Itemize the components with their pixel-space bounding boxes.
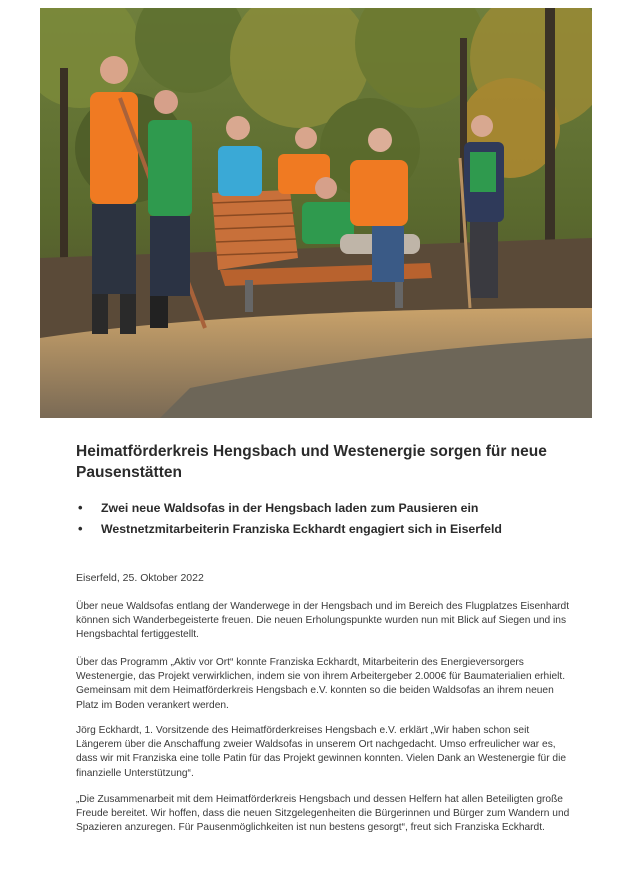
paragraph-intro: Über neue Waldsofas entlang der Wanderwege in der Hengsbach und im Bereich des Flugplatzes Eisenhardt können sich Wanderbegeisterte freuen. Die neuen Erholungspunkte wurden nun mit Blick auf Siegen und ins Hengsbachtal fertiggestellt. bbox=[76, 601, 570, 641]
highlight-item: • Westnetzmitarbeiterin Franziska Eckhardt engagiert sich in Eiserfeld bbox=[76, 519, 576, 540]
highlight-item: • Zwei neue Waldsofas in der Hengsbach laden zum Pausieren ein bbox=[76, 498, 576, 519]
paragraph-quote-franziska: „Die Zusammenarbeit mit dem Heimatförderkreis Hengsbach und dessen Helfern hat allen Beteiligten große Freude bereitet. Wir hoffen, dass die neuen Sitzgelegenheiten die Bürgerinnen und Bürger zum Wandern und Spazieren anzuregen. Für Pausenmöglichkeiten ist nun bestens gesorgt“, freut sich Franziska Eckhardt. bbox=[76, 794, 570, 834]
paragraph-quote-joerg: Jörg Eckhardt, 1. Vorsitzende des Heimatförderkreises Hengsbach e.V. erklärt „Wir haben schon seit Längerem über die Anschaffung zweier Waldsofas in unserem Ort nachgedacht. Umso erfreulicher war es, dass wir mit Franziska eine tolle Patin für das Projekt gewinnen konnten. Vielen Dank an Westenergie für die finanzielle Unterstützung“. bbox=[76, 725, 567, 779]
dateline: Eiserfeld, 25. Oktober 2022 bbox=[76, 572, 204, 584]
group-photo-illustration bbox=[40, 8, 592, 418]
paragraph-program: Über das Programm „Aktiv vor Ort“ konnte Franziska Eckhardt, Mitarbeiterin des Energieversorgers Westenergie, das Projekt verwirklichen, indem sie von ihrem Arbeitergeber 2.000€ für Baumaterialien erhielt. Gemeinsam mit dem Heimatförderkreis Hengsbach e.V. konnten so die beiden Waldsofas an ihrem neuen Platz im Boden verankert werden. bbox=[76, 657, 566, 711]
article-highlights bbox=[76, 498, 576, 539]
article-title: Heimatförderkreis Hengsbach und Westenergie sorgen für neue Pausenstätten bbox=[76, 443, 547, 481]
group-photo bbox=[40, 8, 592, 418]
